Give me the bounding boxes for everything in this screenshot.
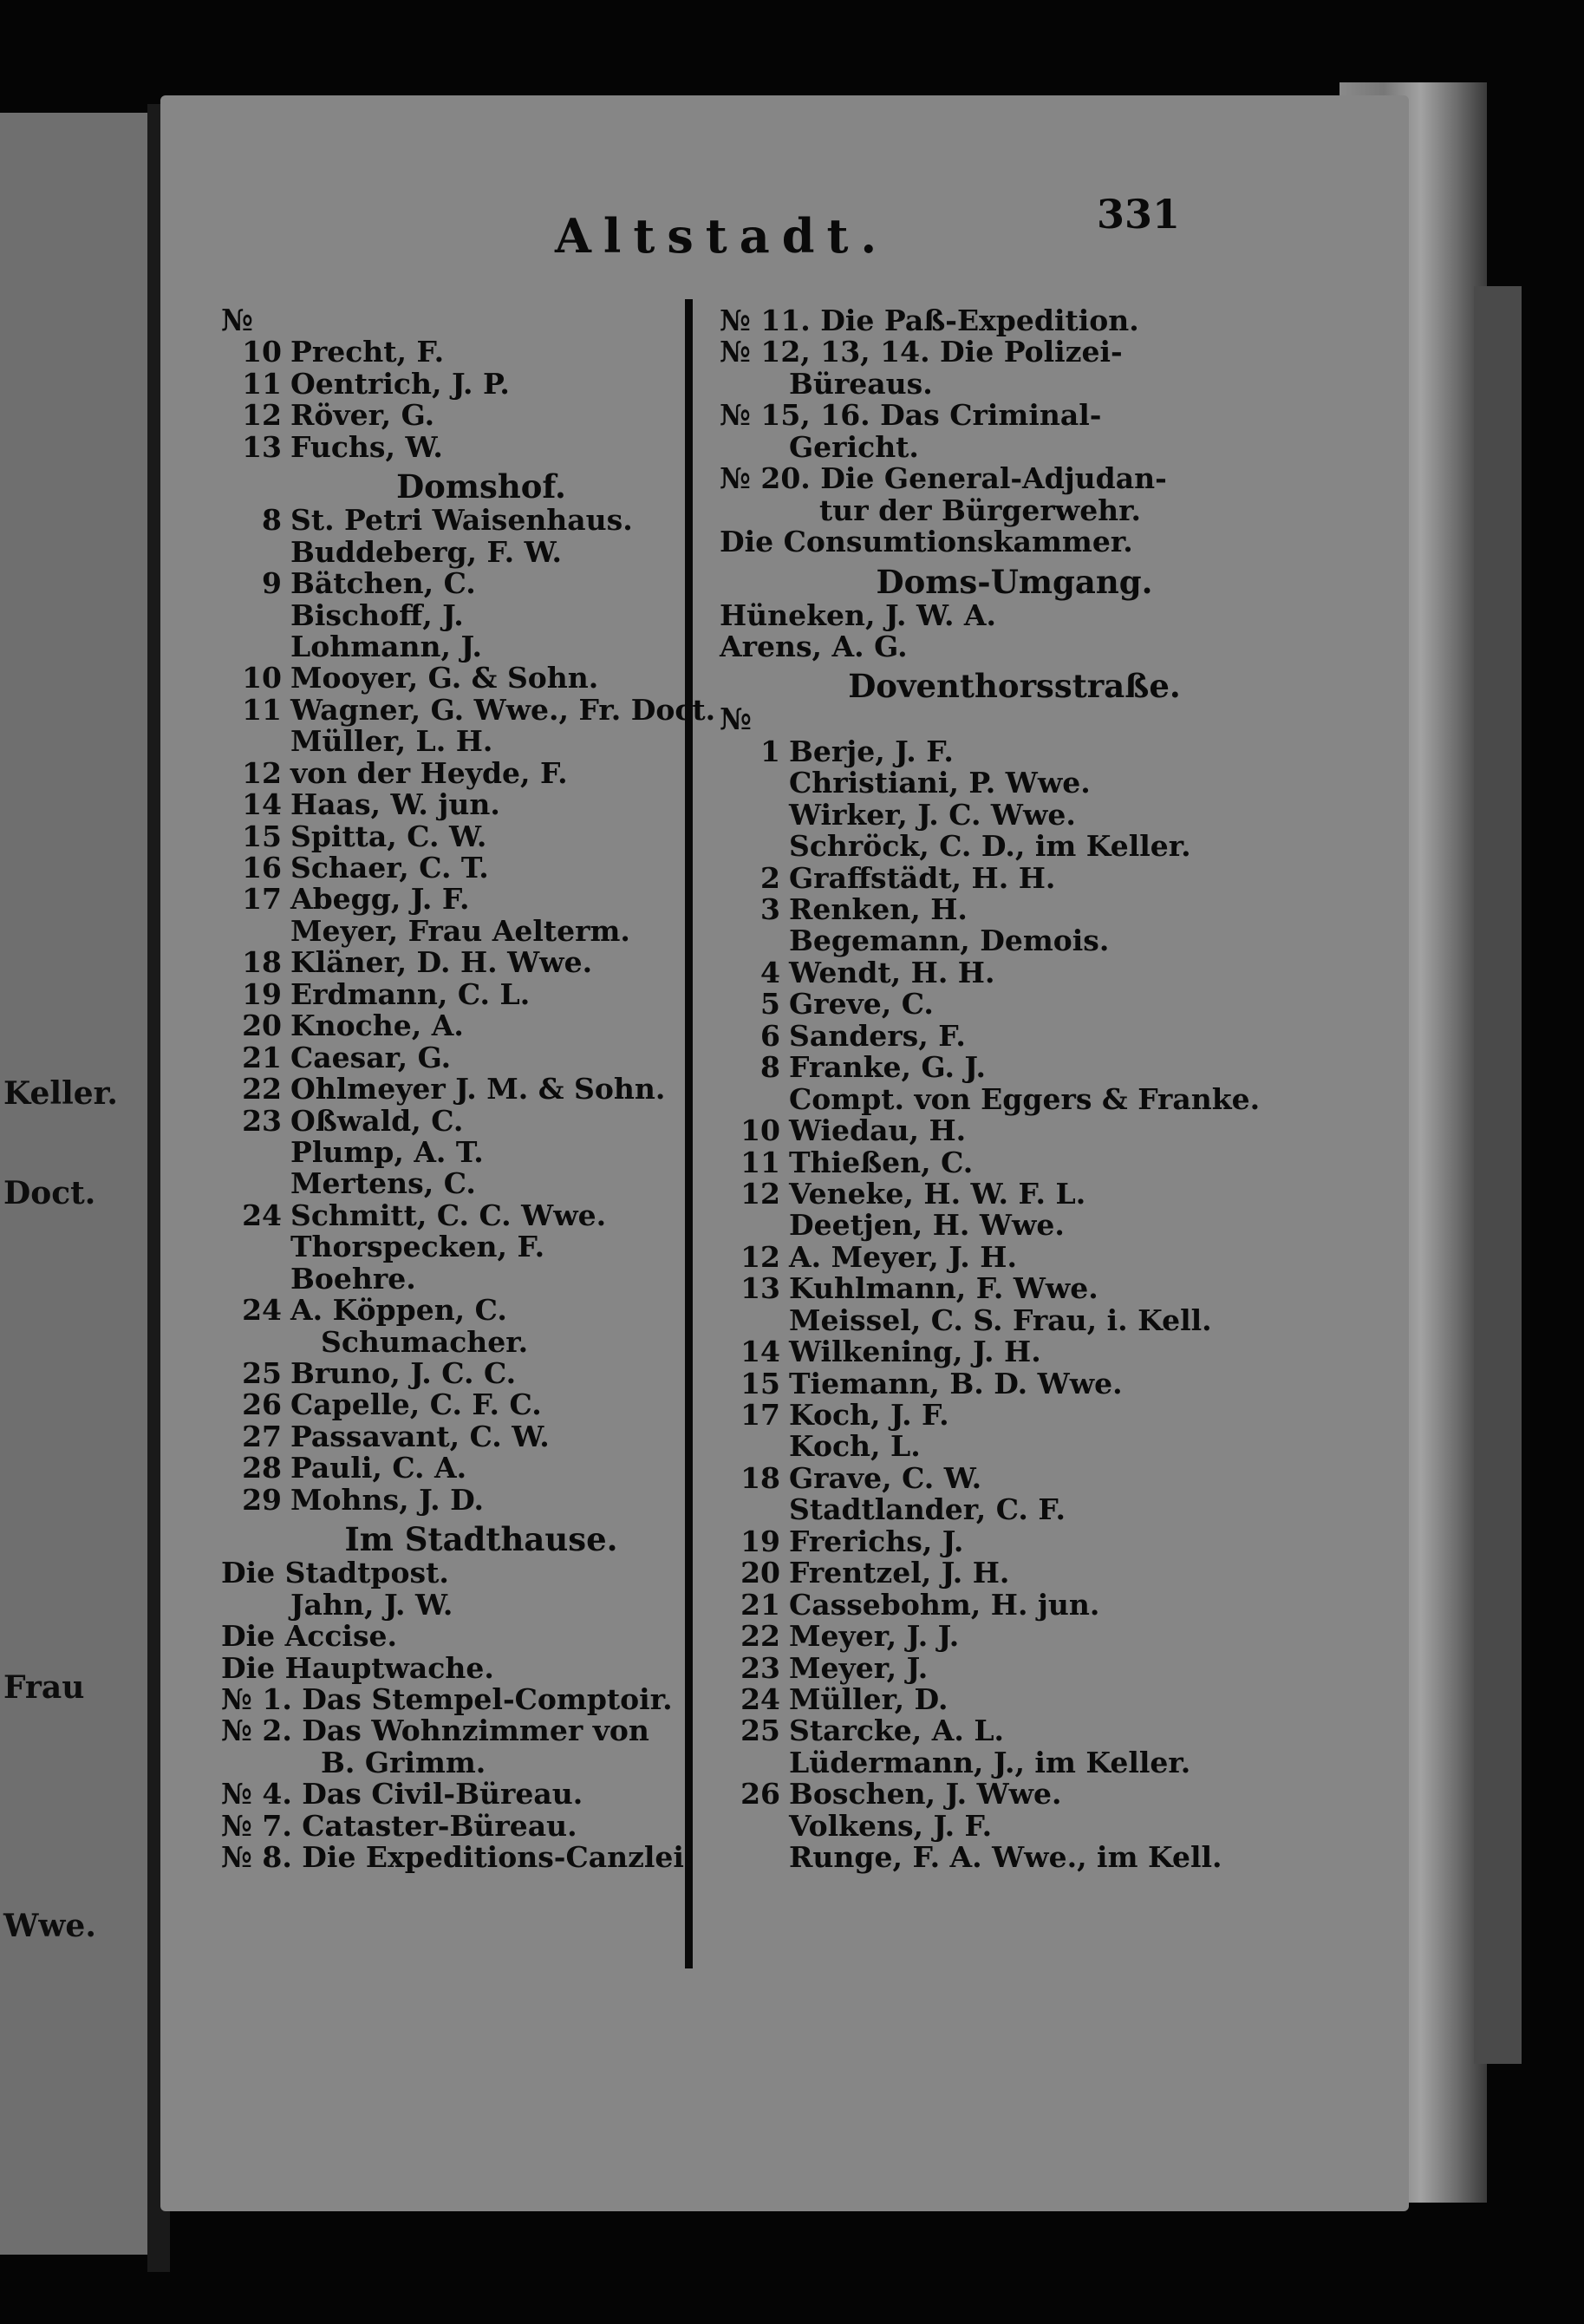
directory-entry bbox=[720, 1115, 1274, 1146]
resident-name: A. Meyer, J. H. bbox=[789, 1239, 1017, 1274]
continuation-line: tur der Bürgerwehr. bbox=[819, 493, 1142, 527]
resident-name: Die Accise. bbox=[221, 1619, 398, 1654]
resident-name: Franke, G. J. bbox=[789, 1050, 986, 1085]
house-number: 17 bbox=[740, 1398, 780, 1432]
directory-entry bbox=[221, 1421, 672, 1452]
resident-name: Haas, W. jun. bbox=[290, 787, 500, 822]
directory-entry bbox=[221, 1010, 672, 1041]
resident-name: Schaer, C. T. bbox=[290, 851, 489, 885]
house-number: 12 bbox=[242, 755, 282, 790]
directory-entry bbox=[221, 692, 716, 727]
house-number: 26 bbox=[740, 1777, 780, 1812]
directory-entry bbox=[720, 305, 1274, 336]
directory-entry bbox=[221, 976, 672, 1011]
resident-name: Veneke, H. W. F. L. bbox=[789, 1176, 1086, 1211]
house-number: 18 bbox=[242, 945, 282, 980]
directory-entry bbox=[720, 1336, 1274, 1368]
house-number: 23 bbox=[242, 1103, 282, 1138]
directory-entry bbox=[221, 1621, 672, 1652]
house-number: 24 bbox=[242, 1293, 282, 1328]
directory-entry bbox=[720, 736, 1274, 767]
house-number: 19 bbox=[740, 1524, 780, 1558]
resident-name: Caesar, G. bbox=[290, 1040, 452, 1074]
directory-entry bbox=[221, 366, 672, 401]
resident-name: Capelle, C. F. C. bbox=[290, 1387, 542, 1422]
directory-entry bbox=[221, 821, 672, 852]
page-number: 331 bbox=[1097, 191, 1181, 238]
directory-entry bbox=[221, 789, 672, 820]
continuation-line: B. Grimm. bbox=[321, 1745, 486, 1779]
resident-name: Grave, C. W. bbox=[789, 1460, 982, 1495]
number-column-heading: № bbox=[720, 702, 752, 738]
fragment-text: Wwe. bbox=[3, 1908, 96, 1944]
directory-entry bbox=[720, 1400, 1274, 1431]
number-column-heading: № bbox=[221, 304, 253, 338]
resident-name: Die Stadtpost. bbox=[221, 1556, 449, 1590]
section-heading: Domshof. bbox=[396, 467, 566, 506]
continuation-line: Christiani, P. Wwe. bbox=[789, 766, 1091, 800]
directory-entry bbox=[221, 1650, 672, 1685]
directory-entry bbox=[720, 1147, 1274, 1178]
house-number: 10 bbox=[740, 1113, 780, 1148]
house-number: 20 bbox=[740, 1556, 780, 1590]
house-number: 11 bbox=[242, 692, 282, 727]
resident-name: Hüneken, J. W. A. bbox=[720, 597, 997, 632]
directory-entry bbox=[221, 400, 672, 431]
resident-name: Renken, H. bbox=[789, 892, 968, 926]
continuation-line: Koch, L. bbox=[789, 1429, 921, 1464]
directory-entry bbox=[221, 755, 672, 790]
directory-entry bbox=[221, 1295, 672, 1326]
house-number: 24 bbox=[242, 1198, 282, 1232]
house-number: 15 bbox=[242, 819, 282, 853]
house-number: 29 bbox=[242, 1482, 282, 1517]
directory-entry bbox=[221, 1358, 672, 1389]
resident-name: Greve, C. bbox=[789, 987, 934, 1022]
house-number: 4 bbox=[760, 955, 780, 989]
directory-entry bbox=[720, 1526, 1274, 1557]
house-number: 13 bbox=[740, 1271, 780, 1306]
resident-name: Berje, J. F. bbox=[789, 734, 954, 768]
directory-entry bbox=[221, 1779, 672, 1810]
house-number: 10 bbox=[242, 661, 282, 695]
directory-entry bbox=[720, 631, 1274, 663]
house-number: 14 bbox=[740, 1335, 780, 1369]
directory-entry bbox=[720, 526, 1274, 558]
house-number: 3 bbox=[760, 892, 780, 926]
directory-entry bbox=[221, 1389, 672, 1420]
resident-name: Sanders, F. bbox=[789, 1018, 966, 1053]
resident-name: Schmitt, C. C. Wwe. bbox=[290, 1198, 607, 1232]
resident-name: Erdmann, C. L. bbox=[290, 976, 531, 1011]
house-number: 13 bbox=[242, 429, 282, 464]
resident-name: Cassebohm, H. jun. bbox=[789, 1587, 1100, 1622]
resident-name: Wilkening, J. H. bbox=[789, 1335, 1041, 1369]
directory-entry bbox=[221, 947, 672, 978]
continuation-line: Compt. von Eggers & Franke. bbox=[789, 1081, 1261, 1116]
resident-name: № 8. Die Expeditions-Canzlei. bbox=[221, 1840, 694, 1875]
continuation-line: Meissel, C. S. Frau, i. Kell. bbox=[789, 1302, 1212, 1337]
resident-name: Röver, G. bbox=[290, 398, 435, 433]
resident-name: Die Consumtionskammer. bbox=[720, 525, 1133, 559]
house-number: 15 bbox=[740, 1366, 780, 1400]
directory-entry bbox=[221, 429, 672, 464]
continuation-line: Mertens, C. bbox=[290, 1166, 476, 1201]
column-divider bbox=[685, 299, 693, 1968]
continuation-line: Schröck, C. D., im Keller. bbox=[789, 829, 1191, 864]
directory-entry bbox=[221, 568, 672, 599]
resident-name: № 4. Das Civil-Büreau. bbox=[221, 1777, 583, 1812]
directory-entry bbox=[720, 1557, 1274, 1589]
directory-entry bbox=[221, 852, 672, 884]
resident-name: № 15, 16. Das Criminal- bbox=[720, 398, 1102, 433]
continuation-line: Plump, A. T. bbox=[290, 1134, 484, 1169]
resident-name: Boschen, J. Wwe. bbox=[789, 1777, 1062, 1812]
resident-name: Frerichs, J. bbox=[789, 1524, 964, 1558]
house-number: 24 bbox=[740, 1681, 780, 1716]
resident-name: Die Hauptwache. bbox=[221, 1650, 494, 1685]
directory-entry bbox=[221, 1482, 672, 1517]
house-number: 27 bbox=[242, 1419, 282, 1453]
directory-entry bbox=[720, 1681, 1274, 1716]
directory-entry bbox=[720, 894, 1274, 925]
directory-entry bbox=[221, 1557, 672, 1589]
facing-page-fragment bbox=[0, 113, 147, 2255]
house-number: 1 bbox=[760, 734, 780, 768]
left-column bbox=[221, 304, 716, 1875]
house-number: 25 bbox=[740, 1714, 780, 1748]
fragment-text: Doct. bbox=[3, 1175, 96, 1211]
directory-entry bbox=[720, 1178, 1274, 1210]
directory-entry bbox=[720, 860, 1274, 895]
resident-name: № 1. Das Stempel-Comptoir. bbox=[221, 1681, 673, 1716]
continuation-line: Lohmann, J. bbox=[290, 629, 483, 663]
directory-entry bbox=[720, 1052, 1274, 1083]
resident-name: Kläner, D. H. Wwe. bbox=[290, 945, 593, 980]
house-number: 22 bbox=[740, 1619, 780, 1654]
resident-name: Spitta, C. W. bbox=[290, 819, 487, 853]
house-number: 11 bbox=[740, 1145, 780, 1179]
continuation-line: Meyer, Frau Aelterm. bbox=[290, 913, 630, 948]
directory-entry bbox=[720, 1018, 1274, 1053]
resident-name: Wiedau, H. bbox=[789, 1113, 967, 1148]
resident-name: Arens, A. G. bbox=[720, 629, 908, 663]
continuation-line: Stadtlander, C. F. bbox=[789, 1492, 1066, 1527]
resident-name: № 7. Cataster-Büreau. bbox=[221, 1808, 577, 1843]
resident-name: Passavant, C. W. bbox=[290, 1419, 550, 1453]
resident-name: Starcke, A. L. bbox=[789, 1714, 1005, 1748]
right-column bbox=[720, 305, 1274, 1874]
house-number: 2 bbox=[760, 860, 780, 895]
house-number: 5 bbox=[760, 987, 780, 1022]
directory-entry bbox=[221, 1042, 672, 1074]
house-number: 9 bbox=[262, 566, 282, 601]
fragment-text: Frau bbox=[3, 1669, 85, 1706]
house-number: 21 bbox=[740, 1587, 780, 1622]
directory-entry bbox=[720, 1239, 1274, 1274]
house-number: 18 bbox=[740, 1460, 780, 1495]
continuation-line: Wirker, J. C. Wwe. bbox=[789, 797, 1076, 832]
resident-name: Bätchen, C. bbox=[290, 566, 476, 601]
resident-name: Ohlmeyer J. M. & Sohn. bbox=[290, 1072, 666, 1107]
resident-name: Müller, D. bbox=[789, 1681, 948, 1716]
house-number: 8 bbox=[760, 1050, 780, 1085]
house-number: 28 bbox=[242, 1451, 282, 1485]
directory-entry bbox=[720, 597, 1274, 632]
resident-name: Fuchs, W. bbox=[290, 429, 443, 464]
resident-name: Graffstädt, H. H. bbox=[789, 860, 1056, 895]
directory-entry bbox=[720, 989, 1274, 1020]
continuation-line: Schumacher. bbox=[321, 1324, 529, 1359]
continuation-line: Thorspecken, F. bbox=[290, 1230, 545, 1264]
directory-entry bbox=[221, 336, 672, 368]
resident-name: Wagner, G. Wwe., Fr. Doct. bbox=[290, 692, 716, 727]
directory-entry bbox=[221, 505, 672, 536]
directory-entry bbox=[720, 463, 1274, 494]
page-title: Altstadt. bbox=[555, 208, 890, 264]
directory-entry bbox=[221, 1840, 694, 1875]
section-heading: Im Stadthause. bbox=[344, 1520, 618, 1559]
resident-name: Meyer, J. J. bbox=[789, 1619, 960, 1654]
resident-name: Kuhlmann, F. Wwe. bbox=[789, 1271, 1098, 1306]
directory-entry bbox=[221, 1715, 672, 1746]
resident-name: Precht, F. bbox=[290, 335, 445, 369]
continuation-line: Runge, F. A. Wwe., im Kell. bbox=[789, 1840, 1222, 1875]
house-number: 17 bbox=[242, 882, 282, 917]
house-number: 11 bbox=[242, 366, 282, 401]
resident-name: A. Köppen, C. bbox=[290, 1293, 507, 1328]
resident-name: № 12, 13, 14. Die Polizei- bbox=[720, 335, 1123, 369]
resident-name: Tiemann, B. D. Wwe. bbox=[789, 1366, 1123, 1400]
directory-entry bbox=[720, 1273, 1274, 1304]
directory-entry bbox=[720, 1460, 1274, 1495]
directory-entry bbox=[221, 1200, 672, 1231]
directory-entry bbox=[720, 957, 1274, 989]
house-number: 12 bbox=[740, 1239, 780, 1274]
directory-entry bbox=[221, 884, 672, 915]
resident-name: Knoche, A. bbox=[290, 1009, 464, 1043]
directory-entry bbox=[720, 1715, 1274, 1746]
continuation-line: Gericht. bbox=[789, 429, 919, 464]
fragment-text: Keller. bbox=[3, 1075, 118, 1112]
section-heading: Doventhorsstraße. bbox=[848, 667, 1181, 706]
directory-entry bbox=[221, 1074, 672, 1105]
house-number: 21 bbox=[242, 1040, 282, 1074]
continuation-line: Boehre. bbox=[290, 1261, 416, 1296]
directory-entry bbox=[221, 1452, 672, 1484]
directory-entry bbox=[221, 663, 672, 694]
directory-entry bbox=[720, 1779, 1274, 1810]
resident-name: Pauli, C. A. bbox=[290, 1451, 467, 1485]
directory-entry bbox=[720, 1650, 1274, 1685]
continuation-line: Bischoff, J. bbox=[290, 597, 464, 632]
continuation-line: Deetjen, H. Wwe. bbox=[789, 1208, 1065, 1243]
resident-name: Wendt, H. H. bbox=[789, 955, 995, 989]
directory-entry bbox=[720, 1368, 1274, 1400]
resident-name: Mooyer, G. & Sohn. bbox=[290, 661, 599, 695]
resident-name: Frentzel, J. H. bbox=[789, 1556, 1010, 1590]
continuation-line: Büreaus. bbox=[789, 366, 933, 401]
house-number: 20 bbox=[242, 1009, 282, 1043]
continuation-line: Begemann, Demois. bbox=[789, 924, 1110, 958]
resident-name: Bruno, J. C. C. bbox=[290, 1356, 517, 1390]
resident-name: Koch, J. F. bbox=[789, 1398, 949, 1432]
section-heading: Doms-Umgang. bbox=[876, 562, 1153, 601]
resident-name: Abegg, J. F. bbox=[290, 882, 470, 917]
directory-entry bbox=[720, 336, 1274, 368]
continuation-line: Lüdermann, J., im Keller. bbox=[789, 1745, 1191, 1779]
cover-edge bbox=[1474, 286, 1522, 2064]
house-number: 14 bbox=[242, 787, 282, 822]
continuation-line: Müller, L. H. bbox=[290, 724, 493, 759]
house-number: 16 bbox=[242, 851, 282, 885]
resident-name: № 11. Die Paß-Expedition. bbox=[720, 304, 1139, 337]
directory-entry bbox=[720, 400, 1274, 431]
resident-name: № 2. Das Wohnzimmer von bbox=[221, 1714, 649, 1748]
resident-name: Thießen, C. bbox=[789, 1145, 974, 1179]
house-number: 12 bbox=[740, 1176, 780, 1211]
directory-entry bbox=[221, 1808, 672, 1843]
house-number: 10 bbox=[242, 335, 282, 369]
house-number: 8 bbox=[262, 503, 282, 538]
house-number: 6 bbox=[760, 1018, 780, 1053]
house-number: 26 bbox=[242, 1387, 282, 1422]
resident-name: № 20. Die General-Adjudan- bbox=[720, 461, 1167, 496]
resident-name: Meyer, J. bbox=[789, 1650, 929, 1685]
house-number: 12 bbox=[242, 398, 282, 433]
directory-entry bbox=[221, 1103, 672, 1138]
house-number: 25 bbox=[242, 1356, 282, 1390]
resident-name: Oentrich, J. P. bbox=[290, 366, 510, 401]
directory-entry bbox=[720, 1621, 1274, 1652]
resident-name: Oßwald, C. bbox=[290, 1103, 464, 1138]
directory-entry bbox=[221, 1681, 673, 1716]
directory-entry bbox=[720, 1587, 1274, 1622]
resident-name: St. Petri Waisenhaus. bbox=[290, 503, 633, 538]
continuation-line: Volkens, J. F. bbox=[789, 1808, 993, 1843]
house-number: 22 bbox=[242, 1072, 282, 1107]
house-number: 19 bbox=[242, 976, 282, 1011]
house-number: 23 bbox=[740, 1650, 780, 1685]
continuation-line: Buddeberg, F. W. bbox=[290, 534, 563, 569]
continuation-line: Jahn, J. W. bbox=[290, 1587, 453, 1622]
resident-name: von der Heyde, F. bbox=[290, 755, 568, 790]
resident-name: Mohns, J. D. bbox=[290, 1482, 485, 1517]
